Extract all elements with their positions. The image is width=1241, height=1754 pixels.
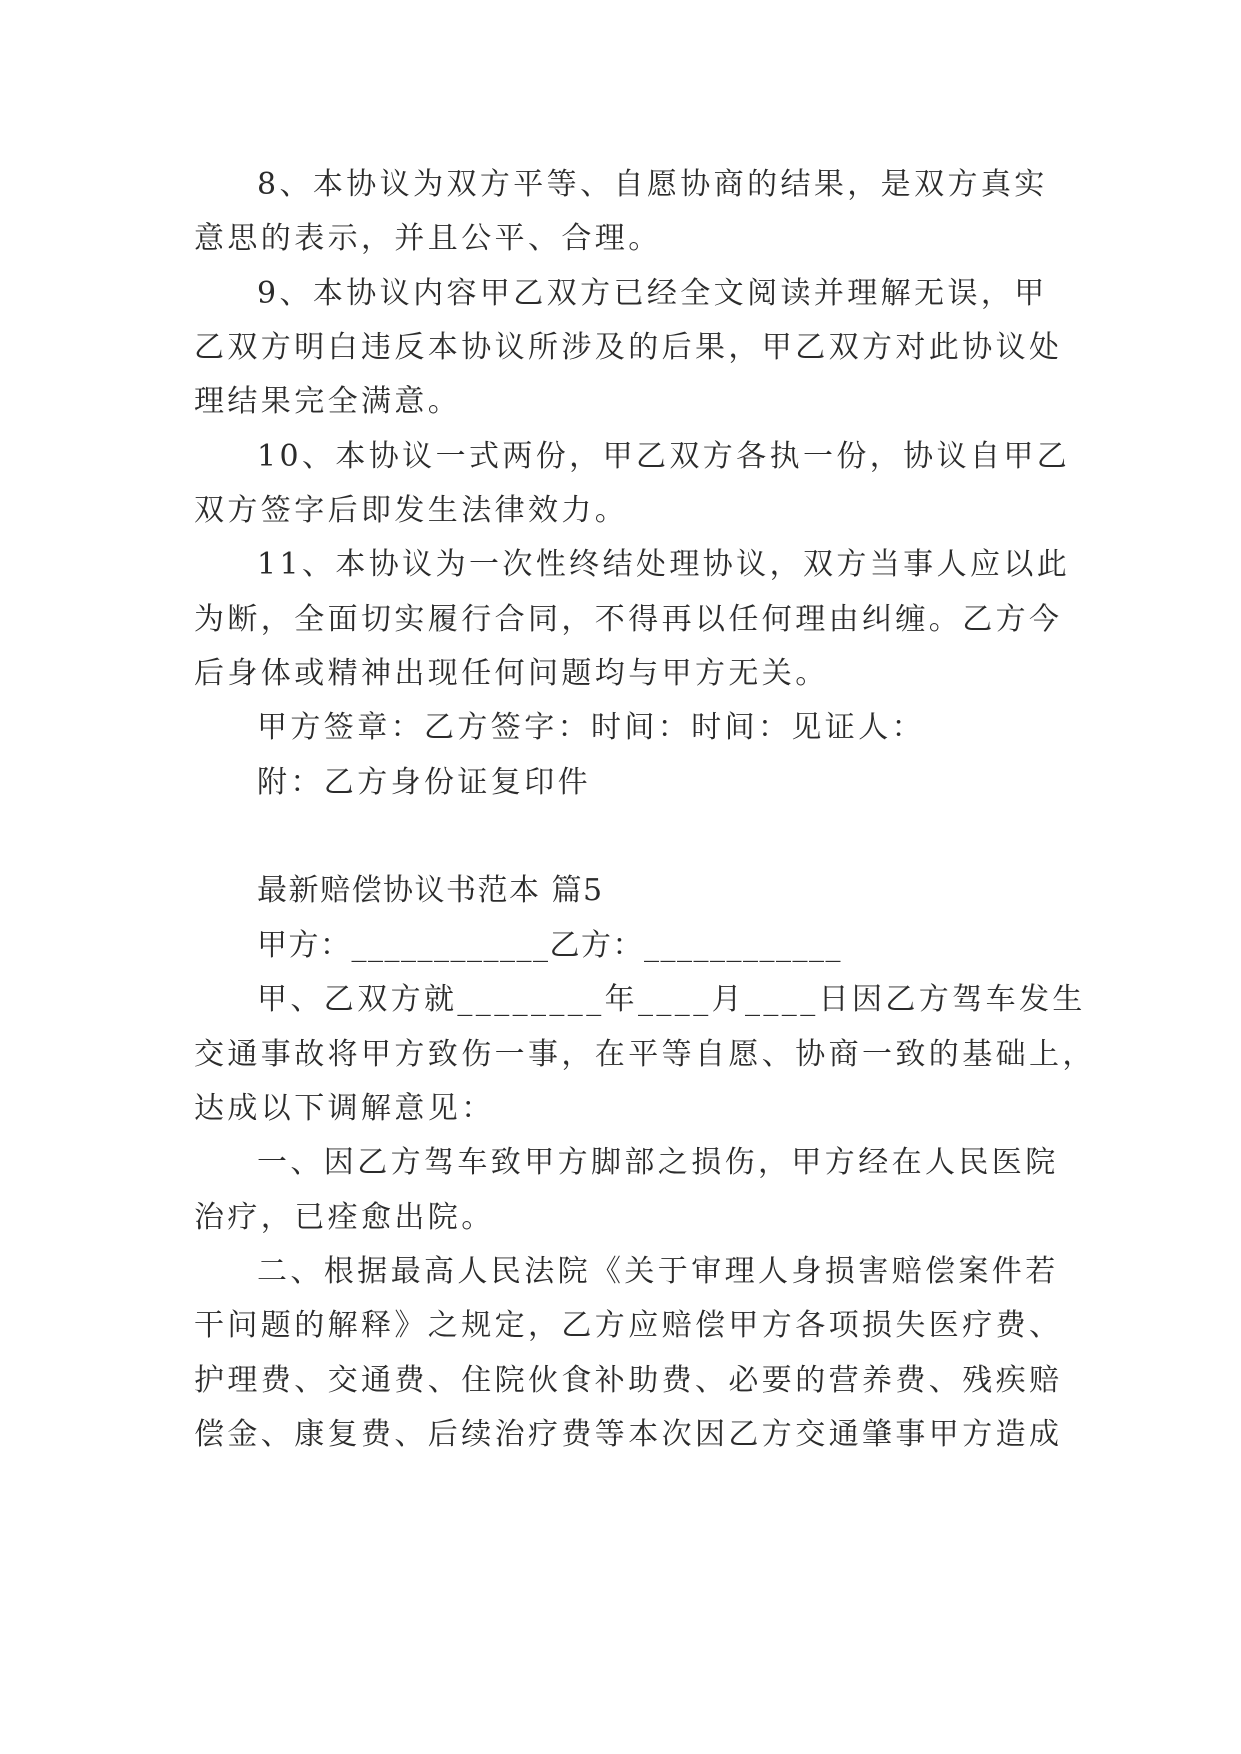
parties-line: 甲方：____________乙方：____________ xyxy=(257,928,842,963)
clause-11-line-2: 为断，全面切实履行合同，不得再以任何理由纠缠。乙方今 xyxy=(194,602,1063,637)
clause-9-line-2: 乙双方明白违反本协议所涉及的后果，甲乙双方对此协议处 xyxy=(194,330,1063,365)
clause-11-line-3: 后身体或精神出现任何问题均与甲方无关。 xyxy=(194,656,829,691)
clause-9-line-3: 理结果完全满意。 xyxy=(194,384,462,419)
clause-10-line-2: 双方签字后即发生法律效力。 xyxy=(194,493,629,528)
intro-line-1: 甲、乙双方就________年____月____日因乙方驾车发生 xyxy=(257,982,1086,1017)
item-2-line-4: 偿金、康复费、后续治疗费等本次因乙方交通肇事甲方造成 xyxy=(194,1417,1063,1452)
clause-11-line-1: 11、本协议为一次性终结处理协议，双方当事人应以此 xyxy=(257,547,1071,582)
section-title: 最新赔偿协议书范本 篇5 xyxy=(257,873,604,908)
clause-8-line-1: 8、本协议为双方平等、自愿协商的结果，是双方真实 xyxy=(257,167,1048,202)
intro-line-3: 达成以下调解意见： xyxy=(194,1091,495,1126)
intro-line-2: 交通事故将甲方致伤一事，在平等自愿、协商一致的基础上， xyxy=(194,1037,1096,1072)
item-2-line-3: 护理费、交通费、住院伙食补助费、必要的营养费、残疾赔 xyxy=(194,1363,1063,1398)
clause-9-line-1: 9、本协议内容甲乙双方已经全文阅读并理解无误，甲 xyxy=(257,276,1048,311)
item-1-line-2: 治疗，已痊愈出院。 xyxy=(194,1200,495,1235)
clause-10-line-1: 10、本协议一式两份，甲乙双方各执一份，协议自甲乙 xyxy=(257,439,1071,474)
item-1-line-1: 一、因乙方驾车致甲方脚部之损伤，甲方经在人民医院 xyxy=(257,1145,1059,1180)
item-2-line-1: 二、根据最高人民法院《关于审理人身损害赔偿案件若 xyxy=(257,1254,1059,1289)
clause-8-line-2: 意思的表示，并且公平、合理。 xyxy=(194,221,662,256)
item-2-line-2: 干问题的解释》之规定，乙方应赔偿甲方各项损失医疗费、 xyxy=(194,1308,1063,1343)
attachment-line: 附：乙方身份证复印件 xyxy=(257,765,591,800)
signature-line: 甲方签章：乙方签字：时间：时间：见证人： xyxy=(257,710,925,745)
